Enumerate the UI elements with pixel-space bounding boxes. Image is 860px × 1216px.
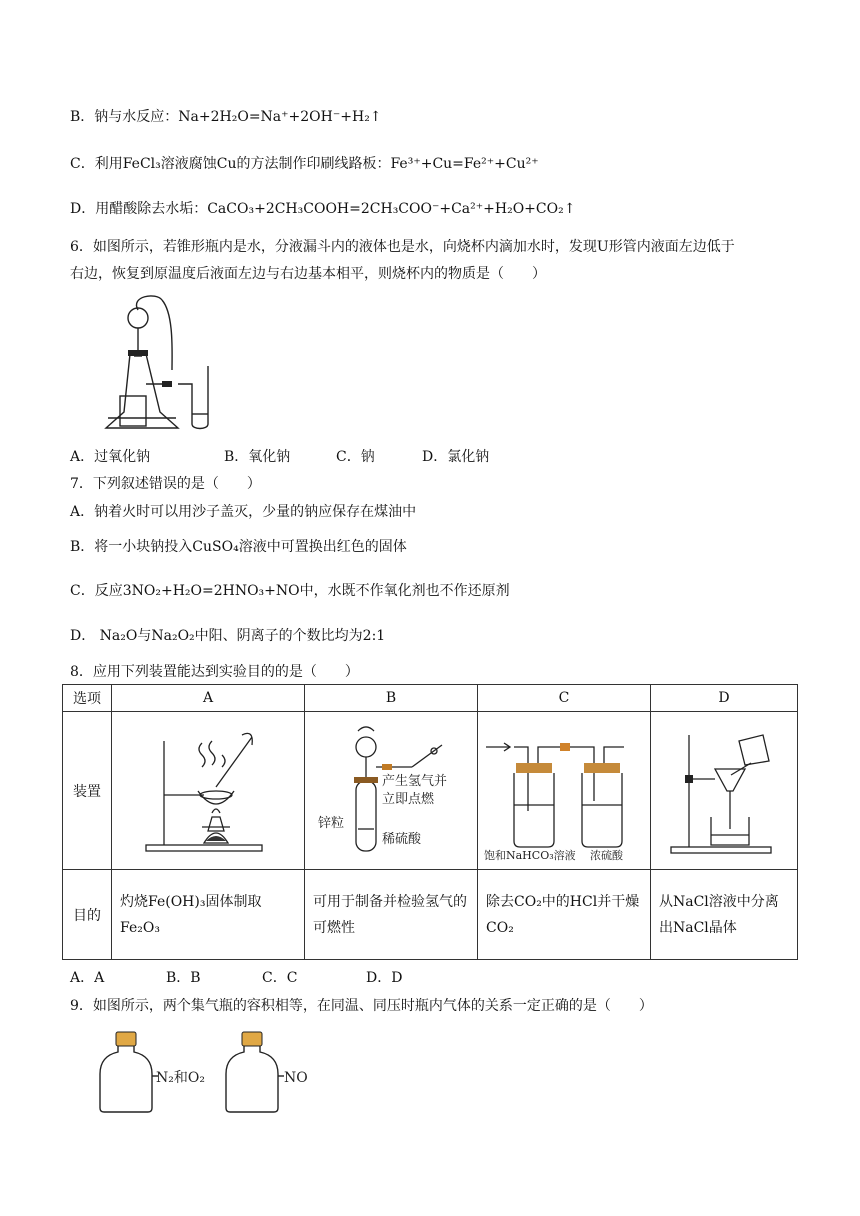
q8-option-a: A．A [70, 970, 105, 986]
q8-header-c: C [478, 685, 651, 712]
q9-bottles-figure [96, 1030, 326, 1114]
q8-apparatus-c [478, 712, 651, 870]
q6-option-d: D．氯化钠 [422, 449, 490, 465]
q6-option-b: B．氧化钠 [224, 449, 291, 465]
q6-stem-line2: 右边，恢复到原温度后液面左边与右边基本相平，则烧杯内的物质是（ ） [70, 266, 546, 282]
q8-fig-a [138, 721, 278, 861]
q8-row-label-purpose: 目的 [63, 870, 112, 960]
q6-stem-line1: 6．如图所示，若锥形瓶内是水，分液漏斗内的液体也是水，向烧杯内滴加水时，发现U形管内液面左边低于 [70, 239, 735, 255]
q8-fig-c [484, 721, 644, 861]
q7-stem: 7．下列叙述错误的是（ ） [70, 476, 261, 492]
q7-option-c: C．反应3NO₂+H₂O=2HNO₃+NO中，水既不作氧化剂也不作还原剂 [70, 583, 510, 599]
q6-options [70, 446, 489, 466]
q8-purpose-d: 从NaCl溶液中分离出NaCl晶体 [651, 870, 798, 960]
q8-header-d: D [651, 685, 798, 712]
q8-header-option: 选项 [63, 685, 112, 712]
q5-option-d: D．用醋酸除去水垢：CaCO₃+2CH₃COOH=2CH₃COO⁻+Ca²⁺+H₂O+CO₂↑ [70, 201, 576, 217]
q8-fig-b [316, 721, 466, 861]
q8-fig-b-note2: 立即点燃 [382, 791, 435, 807]
q5-option-c: C．利用FeCl₃溶液腐蚀Cu的方法制作印刷线路板：Fe³⁺+Cu=Fe²⁺+Cu²⁺ [70, 156, 539, 172]
q8-apparatus-b [305, 712, 478, 870]
q9-bottle1-label: N₂和O₂ [156, 1070, 205, 1086]
q6-apparatus-figure [100, 292, 230, 434]
q8-apparatus-d [651, 712, 798, 870]
q8-fig-d [659, 721, 789, 861]
q9-bottle2-label: NO [284, 1070, 308, 1086]
q8-row-label-apparatus: 装置 [63, 712, 112, 870]
q7-option-b: B．将一小块钠投入CuSO₄溶液中可置换出红色的固体 [70, 539, 407, 555]
q8-stem: 8．应用下列装置能达到实验目的的是（ ） [70, 664, 359, 680]
q8-fig-b-note1: 产生氢气并 [382, 773, 448, 789]
q5-option-b: B．钠与水反应：Na+2H₂O=Na⁺+2OH⁻+H₂↑ [70, 109, 382, 125]
q8-purpose-b: 可用于制备并检验氢气的可燃性 [305, 870, 478, 960]
q7-option-a: A．钠着火时可以用沙子盖灭，少量的钠应保存在煤油中 [70, 504, 417, 520]
q7-option-d: D． Na₂O与Na₂O₂中阳、阴离子的个数比均为2:1 [70, 628, 386, 644]
q6-option-c: C．钠 [336, 449, 375, 465]
q8-fig-b-acid: 稀硫酸 [382, 831, 422, 847]
q8-option-b: B．B [166, 970, 201, 986]
q8-option-c: C．C [262, 970, 298, 986]
q8-fig-c-left-label: 饱和NaHCO₃溶液 [484, 848, 576, 861]
q9-stem: 9．如图所示，两个集气瓶的容积相等，在同温、同压时瓶内气体的关系一定正确的是（ ） [70, 998, 653, 1014]
q8-header-b: B [305, 685, 478, 712]
q6-option-a: A．过氧化钠 [70, 449, 151, 465]
q8-purpose-c: 除去CO₂中的HCl并干燥CO₂ [478, 870, 651, 960]
q8-table [62, 684, 798, 960]
q8-fig-b-zinc: 锌粒 [318, 815, 345, 831]
q8-options [70, 967, 402, 987]
q8-option-d: D．D [366, 970, 403, 986]
q8-header-a: A [112, 685, 305, 712]
q8-apparatus-a [112, 712, 305, 870]
q8-fig-c-right-label: 浓硫酸 [590, 848, 623, 861]
q8-purpose-a: 灼烧Fe(OH)₃固体制取Fe₂O₃ [112, 870, 305, 960]
